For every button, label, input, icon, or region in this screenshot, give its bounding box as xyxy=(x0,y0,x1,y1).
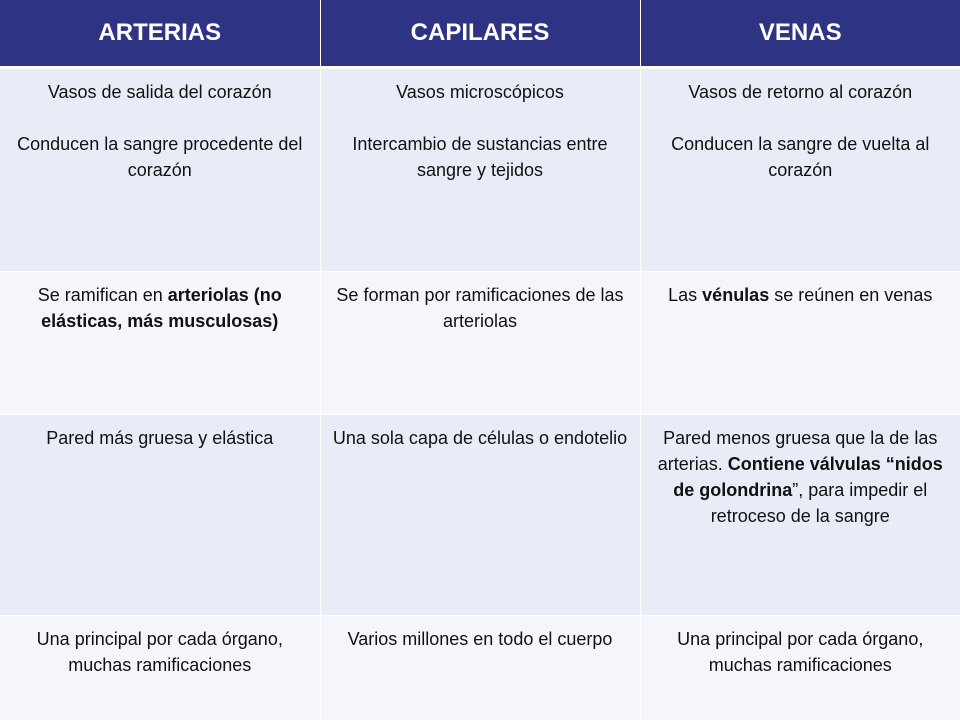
cell-arterias xyxy=(0,415,320,616)
table-row xyxy=(0,68,960,272)
cell-text: Vasos de salida del corazón xyxy=(47,82,272,102)
cell-text: Se forman por ramificaciones de las arteriolas xyxy=(336,285,624,331)
cell-capilares xyxy=(320,616,640,720)
cell-arterias xyxy=(0,68,320,272)
header-venas: VENAS xyxy=(640,0,960,68)
cell-capilares xyxy=(320,272,640,415)
cell-text: ”, para impedir el retroceso de la sangre xyxy=(710,480,928,526)
cell-venas xyxy=(640,272,960,415)
cell-text: Intercambio de sustancias entre sangre y tejidos xyxy=(352,134,608,180)
table-row xyxy=(0,272,960,415)
table-row xyxy=(0,616,960,720)
cell-arterias xyxy=(0,272,320,415)
cell-text: se reúnen en venas xyxy=(769,285,933,305)
paragraph-gap xyxy=(10,105,310,131)
paragraph-gap xyxy=(331,105,630,131)
header-capilares: CAPILARES xyxy=(320,0,640,68)
cell-arterias xyxy=(0,616,320,720)
cell-capilares xyxy=(320,68,640,272)
header-row xyxy=(0,0,960,68)
cell-capilares xyxy=(320,415,640,616)
cell-bold-text: Contiene válvulas “nidos de golondrina xyxy=(673,454,943,500)
cell-text: Se ramifican en xyxy=(37,285,168,305)
cell-text: Vasos de retorno al corazón xyxy=(688,82,913,102)
cell-venas xyxy=(640,616,960,720)
table-row xyxy=(0,415,960,616)
cell-text: Conducen la sangre procedente del corazón xyxy=(17,134,303,180)
cell-venas xyxy=(640,68,960,272)
cell-text: Una principal por cada órgano, muchas ramificaciones xyxy=(677,629,924,675)
cell-text: Las xyxy=(668,285,703,305)
cell-text: Vasos microscópicos xyxy=(396,82,564,102)
cell-text: Una principal por cada órgano, muchas ramificaciones xyxy=(36,629,283,675)
cell-text: Pared menos gruesa que la de las arterias. xyxy=(657,428,938,474)
paragraph-gap xyxy=(651,105,951,131)
cell-venas xyxy=(640,415,960,616)
cell-text: Una sola capa de células o endotelio xyxy=(332,428,628,448)
header-arterias: ARTERIAS xyxy=(0,0,320,68)
cell-text: Conducen la sangre de vuelta al corazón xyxy=(671,134,930,180)
cell-text: Pared más gruesa y elástica xyxy=(46,428,274,448)
cell-bold-text: arteriolas (no elásticas, más musculosas) xyxy=(41,285,282,331)
cell-bold-text: vénulas xyxy=(702,285,770,305)
cell-text: Varios millones en todo el cuerpo xyxy=(347,629,613,649)
